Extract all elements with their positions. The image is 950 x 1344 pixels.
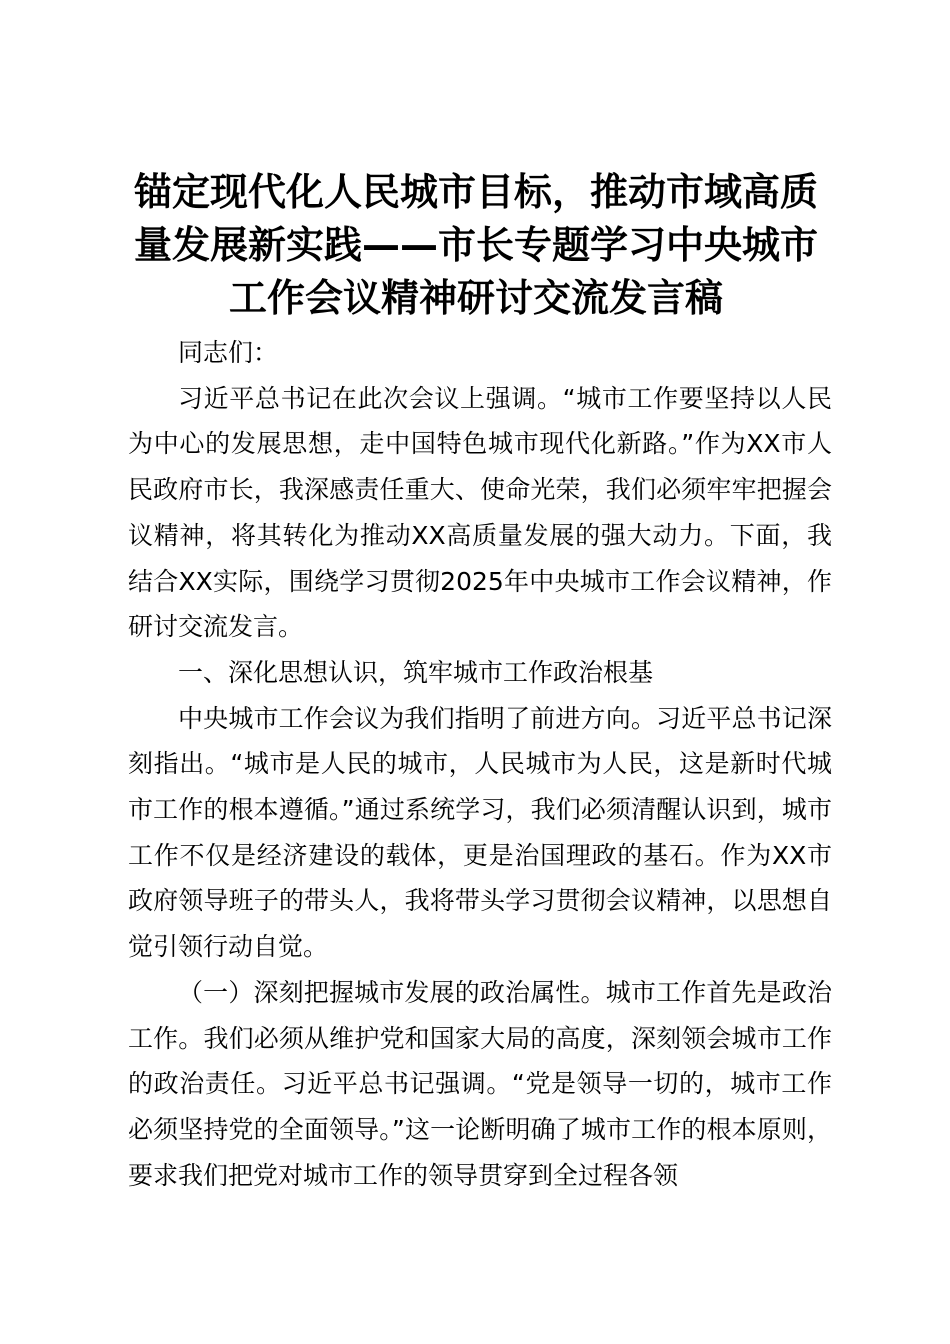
body-paragraph: 中央城市工作会议为我们指明了前进方向。习近平总书记深刻指出。“城市是人民的城市，人民城市为人民，这是新时代城市工作的根本遵循。”通过系统学习，我们必须清醒认识到，城市工作不仅是经济建设的载体，更是治国理政的基石。作为XX市政府领导班子的带头人，我将带头学习贯彻会议精神，以思想自觉引领行动自觉。 xyxy=(128,703,832,962)
subsection-paragraph: （一）深刻把握城市发展的政治属性。城市工作首先是政治工作。我们必须从维护党和国家大局的高度，深刻领会城市工作的政治责任。习近平总书记强调。“党是领导一切的，城市工作必须坚持党的全面领导。”这一论断明确了城市工作的根本原则，要求我们把党对城市工作的领导贯穿到全过程各领 xyxy=(128,977,832,1190)
body-paragraph: 习近平总书记在此次会议上强调。“城市工作要坚持以人民为中心的发展思想，走中国特色城市现代化新路。”作为XX市人民政府市长，我深感责任重大、使命光荣，我们必须牢牢把握会议精神，将其转化为推动XX高质量发展的强大动力。下面，我结合XX实际，围绕学习贯彻2025年中央城市工作会议精神，作研讨交流发言。 xyxy=(128,383,832,642)
document-body xyxy=(128,330,832,1198)
section-heading: 一、深化思想认识，筑牢城市工作政治根基 xyxy=(178,657,654,687)
document-title: 锚定现代化人民城市目标，推动市域高质量发展新实践——市长专题学习中央城市工作会议精神研讨交流发言稿 xyxy=(133,170,818,320)
salutation-paragraph: 同志们： xyxy=(178,338,279,367)
